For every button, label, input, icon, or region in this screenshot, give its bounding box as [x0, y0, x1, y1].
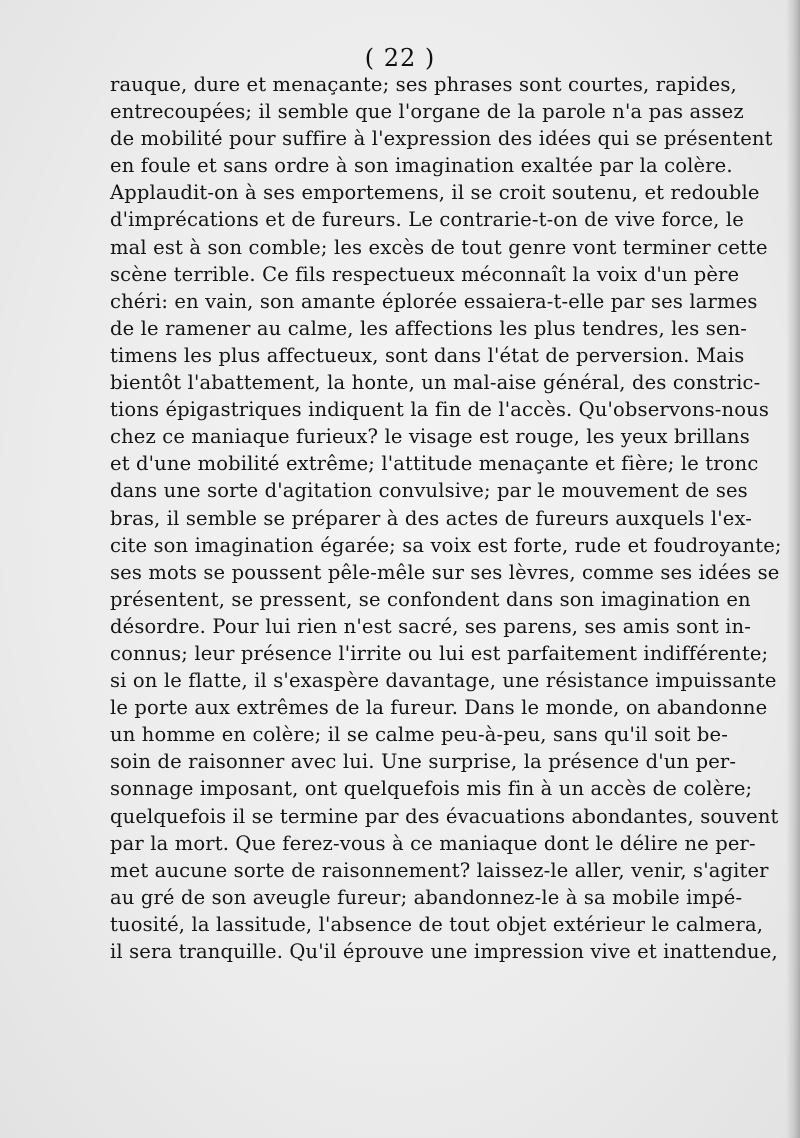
text-line: connus; leur présence l'irrite ou lui est parfaitement indifférente;	[110, 641, 769, 665]
page-edge-shadow	[786, 0, 800, 1138]
text-line: un homme en colère; il se calme peu-à-peu, sans qu'il soit be-	[110, 723, 728, 747]
text-line: et d'une mobilité extrême; l'attitude menaçante et fière; le tronc	[110, 452, 759, 476]
body-text	[110, 71, 782, 965]
text-line: le porte aux extrêmes de la fureur. Dans le monde, on abandonne	[110, 696, 768, 720]
text-line: entrecoupées; il semble que l'organe de la parole n'a pas assez	[110, 100, 744, 124]
text-line: scène terrible. Ce fils respectueux méconnaît la voix d'un père	[110, 262, 740, 286]
text-line: dans une sorte d'agitation convulsive; par le mouvement de ses	[110, 479, 748, 503]
text-line: en foule et sans ordre à son imagination exaltée par la colère.	[110, 154, 733, 178]
text-line: tions épigastriques indiquent la fin de l'accès. Qu'observons-nous	[110, 398, 769, 422]
text-line: Applaudit-on à ses emportemens, il se croit soutenu, et redouble	[110, 181, 760, 205]
text-line: si on le flatte, il s'exaspère davantage, une résistance impuissante	[110, 669, 777, 693]
page-number: ( 22 )	[364, 44, 436, 72]
text-line: de mobilité pour suffire à l'expression des idées qui se présentent	[110, 127, 773, 151]
text-line: d'imprécations et de fureurs. Le contrarie-t-on de vive force, le	[110, 208, 744, 232]
text-line: cite son imagination égarée; sa voix est forte, rude et foudroyante;	[110, 533, 782, 557]
text-line: il sera tranquille. Qu'il éprouve une impression vive et inattendue,	[110, 940, 778, 963]
text-line: rauque, dure et menaçante; ses phrases sont courtes, rapides,	[110, 73, 737, 96]
text-line: chéri: en vain, son amante éplorée essaiera-t-elle par ses larmes	[110, 289, 758, 313]
text-line: au gré de son aveugle fureur; abandonnez-le à sa mobile impé-	[110, 885, 743, 909]
text-line: bras, il semble se préparer à des actes de fureurs auxquels l'ex-	[110, 506, 753, 530]
text-line: timens les plus affectueux, sont dans l'état de perversion. Mais	[110, 343, 745, 367]
text-line: sonnage imposant, ont quelquefois mis fin à un accès de colère;	[110, 777, 753, 801]
text-line: mal est à son comble; les excès de tout genre vont terminer cette	[110, 235, 768, 259]
text-line: ses mots se poussent pêle-mêle sur ses lèvres, comme ses idées se	[110, 560, 780, 584]
text-line: soin de raisonner avec lui. Une surprise, la présence d'un per-	[110, 750, 737, 774]
text-line: de le ramener au calme, les affections les plus tendres, les sen-	[110, 316, 748, 340]
text-line: met aucune sorte de raisonnement? laissez-le aller, venir, s'agiter	[110, 858, 769, 882]
text-line: désordre. Pour lui rien n'est sacré, ses parens, ses amis sont in-	[110, 614, 752, 638]
text-line: par la mort. Que ferez-vous à ce maniaque dont le délire ne per-	[110, 831, 756, 855]
text-line: tuosité, la lassitude, l'absence de tout objet extérieur le calmera,	[110, 912, 764, 936]
text-line: quelquefois il se termine par des évacuations abondantes, souvent	[110, 804, 779, 828]
text-line: chez ce maniaque furieux? le visage est rouge, les yeux brillans	[110, 425, 750, 449]
text-line: présentent, se pressent, se confondent dans son imagination en	[110, 587, 751, 611]
text-line: bientôt l'abattement, la honte, un mal-aise général, des constric-	[110, 371, 761, 395]
